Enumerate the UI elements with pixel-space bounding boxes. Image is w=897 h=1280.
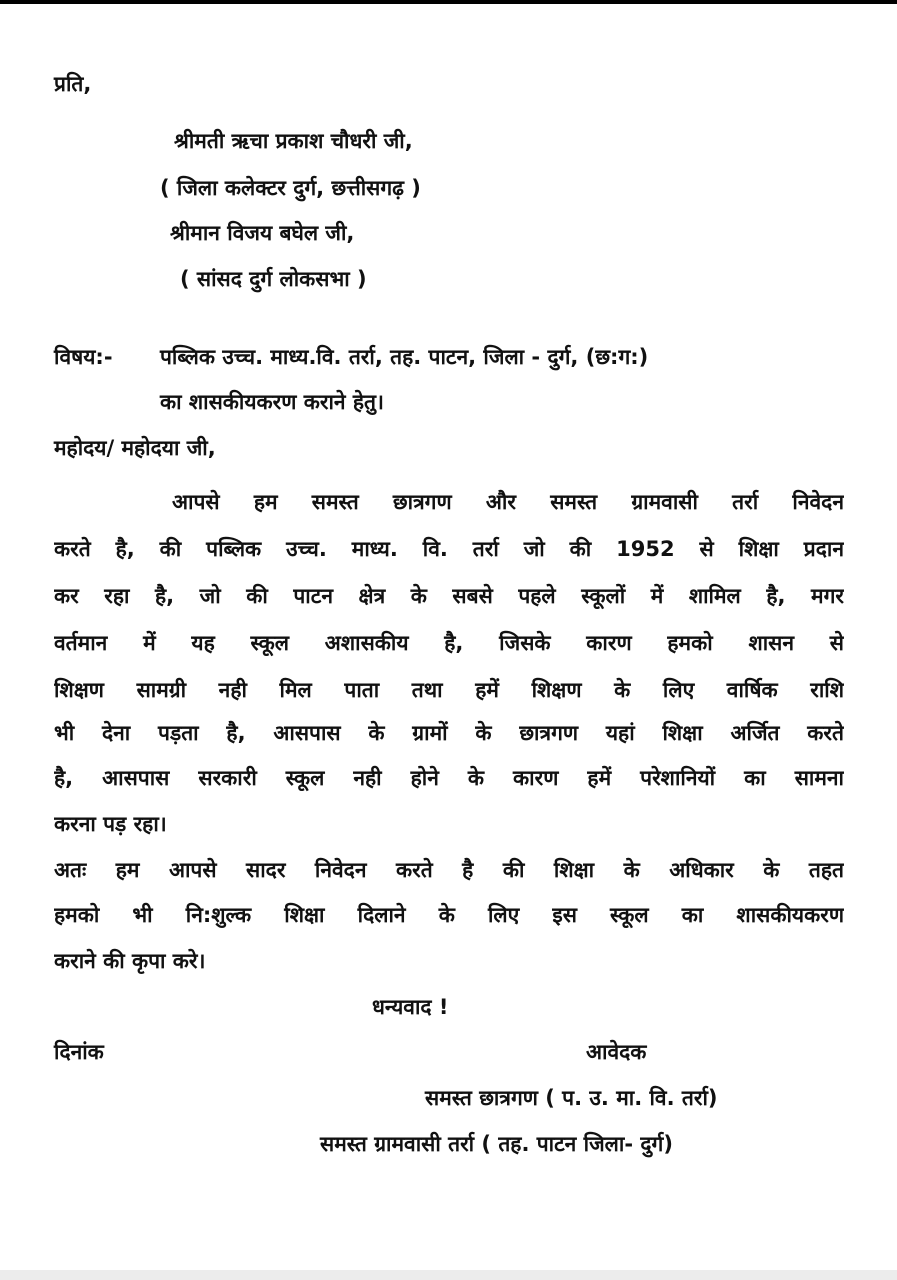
recipient-name-mp: श्रीमान विजय बघेल जी, bbox=[170, 221, 355, 245]
signatory-students: समस्त छात्रगण ( प. उ. मा. वि. तर्रा) bbox=[425, 1086, 718, 1110]
subject-line-1: पब्लिक उच्च. माध्य.वि. तर्रा, तह. पाटन, जिला - दुर्ग, (छ:ग:) bbox=[160, 345, 649, 369]
subject-label: विषय:- bbox=[54, 345, 113, 369]
signatory-villagers: समस्त ग्रामवासी तर्रा ( तह. पाटन जिला- दुर्ग) bbox=[320, 1132, 673, 1156]
body-line: कर रहा है, जो की पाटन क्षेत्र के सबसे पहले स्कूलों में शामिल है, मगर bbox=[54, 584, 844, 608]
body-line: वर्तमान में यह स्कूल अशासकीय है, जिसके कारण हमको शासन से bbox=[54, 631, 844, 655]
recipient-designation-collector: ( जिला कलेक्टर दुर्ग, छत्तीसगढ़ ) bbox=[160, 176, 421, 200]
salutation-to: प्रति, bbox=[54, 72, 92, 96]
body-line: कराने की कृपा करे। bbox=[54, 949, 206, 973]
body-line: अतः हम आपसे सादर निवेदन करते है की शिक्षा के अधिकार के तहत bbox=[54, 858, 844, 882]
body-line: हमको भी नि:शुल्क शिक्षा दिलाने के लिए इस स्कूल का शासकीयकरण bbox=[54, 903, 844, 927]
recipient-name-collector: श्रीमती ऋचा प्रकाश चौधरी जी, bbox=[174, 129, 413, 153]
greeting: महोदय/ महोदया जी, bbox=[54, 436, 216, 460]
body-line: भी देना पड़ता है, आसपास के ग्रामों के छात्रगण यहां शिक्षा अर्जित करते bbox=[54, 721, 844, 745]
thanks-text: धन्यवाद ! bbox=[372, 995, 449, 1019]
body-line: करते है, की पब्लिक उच्च. माध्य. वि. तर्रा जो की 1952 से शिक्षा प्रदान bbox=[54, 537, 844, 561]
applicant-label: आवेदक bbox=[586, 1040, 647, 1064]
recipient-designation-mp: ( सांसद दुर्ग लोकसभा ) bbox=[180, 267, 367, 291]
subject-line-2: का शासकीयकरण कराने हेतु। bbox=[160, 390, 384, 414]
body-line: आपसे हम समस्त छात्रगण और समस्त ग्रामवासी तर्रा निवेदन bbox=[172, 490, 844, 514]
bottom-edge-strip bbox=[0, 1270, 897, 1280]
body-line: शिक्षण सामग्री नही मिल पाता तथा हमें शिक्षण के लिए वार्षिक राशि bbox=[54, 678, 844, 702]
body-line: करना पड़ रहा। bbox=[54, 812, 167, 836]
date-label: दिनांक bbox=[54, 1040, 104, 1064]
body-line: है, आसपास सरकारी स्कूल नही होने के कारण हमें परेशानियों का सामना bbox=[54, 766, 844, 790]
top-edge-bar bbox=[0, 0, 897, 4]
